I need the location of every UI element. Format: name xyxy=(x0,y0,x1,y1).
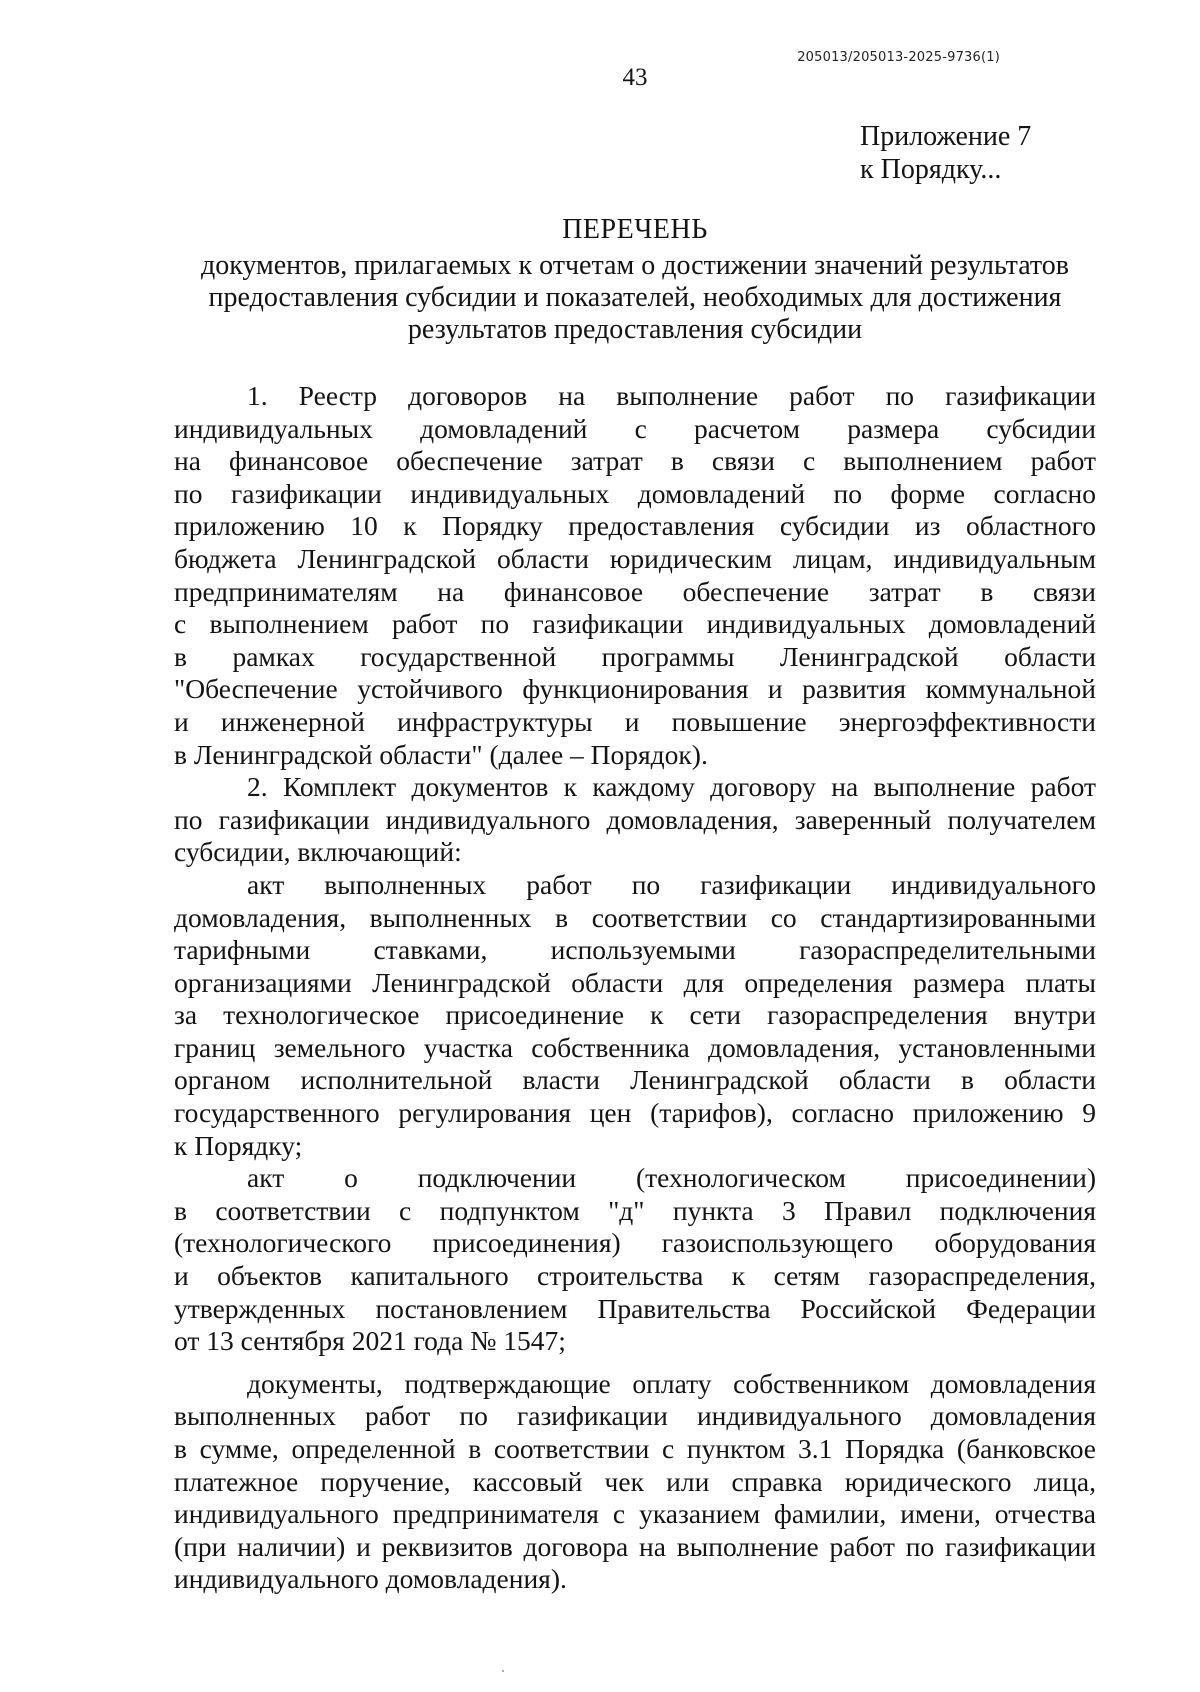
paragraph-4-connection-act xyxy=(174,1162,1096,1358)
subtitle-line: результатов предоставления субсидии xyxy=(407,314,863,345)
text-line: государственного регулирования цен (тарифов), согласно приложению 9 xyxy=(174,1097,1096,1129)
text-line: к Порядку; xyxy=(174,1129,303,1161)
paragraph-5-payment-documents xyxy=(174,1368,1096,1596)
text-line: "Обеспечение устойчивого функционирования и развития коммунальной xyxy=(174,673,1096,705)
text-line: документы, подтверждающие оплату собственником домовладения xyxy=(247,1367,1096,1399)
text-line: по газификации индивидуального домовладения, заверенный получателем xyxy=(174,803,1096,835)
text-line: домовладения, выполненных в соответствии со стандартизированными xyxy=(174,901,1096,933)
document-title: ПЕРЕЧЕНЬ xyxy=(562,214,708,245)
text-line: платежное поручение, кассовый чек или справка юридического лица, xyxy=(174,1465,1096,1497)
text-line: индивидуального домовладения). xyxy=(174,1563,567,1595)
text-line: приложению 10 к Порядку предоставления субсидии из областного xyxy=(174,510,1096,542)
text-line: по газификации индивидуальных домовладений по форме согласно xyxy=(174,477,1096,509)
scan-artifact-dot xyxy=(502,1670,504,1672)
text-line: и инженерной инфраструктуры и повышение энергоэффективности xyxy=(174,705,1096,737)
paragraph-2-document-set xyxy=(174,771,1096,869)
subtitle-line: предоставления субсидии и показателей, необходимых для достижения xyxy=(208,282,1062,313)
appendix-line-1: Приложение 7 xyxy=(860,121,1032,152)
text-line: индивидуального предпринимателя с указанием фамилии, имени, отчества xyxy=(174,1498,1096,1530)
text-line: (технологического присоединения) газоиспользующего оборудования xyxy=(174,1227,1096,1259)
text-line: на финансовое обеспечение затрат в связи с выполнением работ xyxy=(174,445,1096,477)
text-line: субсидии, включающий: xyxy=(174,836,462,868)
text-line: от 13 сентября 2021 года № 1547; xyxy=(174,1325,566,1357)
text-line: (при наличии) и реквизитов договора на выполнение работ по газификации xyxy=(174,1530,1096,1562)
subtitle-line: документов, прилагаемых к отчетам о достижении значений результатов xyxy=(200,250,1070,281)
document-registration-number: 205013/205013-2025-9736(1) xyxy=(797,50,1000,65)
text-line: выполненных работ по газификации индивидуального домовладения xyxy=(174,1400,1096,1432)
text-line: и объектов капитального строительства к сетям газораспределения, xyxy=(174,1260,1096,1292)
text-line: акт выполненных работ по газификации индивидуального xyxy=(247,868,1096,900)
text-line: органом исполнительной власти Ленинградской области в области xyxy=(174,1064,1096,1096)
page-number: 43 xyxy=(622,64,648,91)
text-line: границ земельного участка собственника домовладения, установленными xyxy=(174,1031,1096,1063)
text-line: утвержденных постановлением Правительства Российской Федерации xyxy=(174,1292,1096,1324)
document-body xyxy=(174,380,1096,1596)
text-line: за технологическое присоединение к сети газораспределения внутри xyxy=(174,999,1096,1031)
text-line: с выполнением работ по газификации индивидуальных домовладений xyxy=(174,608,1096,640)
document-subtitle xyxy=(170,250,1100,346)
text-line: в сумме, определенной в соответствии с пунктом 3.1 Порядка (банковское xyxy=(174,1433,1096,1464)
text-line: в соответствии с подпунктом "д" пункта 3 Правил подключения xyxy=(174,1194,1096,1226)
paragraph-3-acceptance-act xyxy=(174,869,1096,1162)
text-line: в рамках государственной программы Ленинградской области xyxy=(174,640,1096,672)
appendix-line-2: к Порядку... xyxy=(860,154,1002,185)
text-line: бюджета Ленинградской области юридическим лицам, индивидуальным xyxy=(174,542,1096,574)
text-line: организациями Ленинградской области для определения размера платы xyxy=(174,966,1096,998)
text-line: 1. Реестр договоров на выполнение работ по газификации xyxy=(247,380,1096,411)
text-line: в Ленинградской области" (далее – Порядок). xyxy=(174,738,708,770)
appendix-reference xyxy=(860,120,1031,186)
text-line: предпринимателям на финансовое обеспечение затрат в связи xyxy=(174,575,1096,607)
text-line: тарифными ставками, используемыми газораспределительными xyxy=(174,934,1096,966)
paragraph-1-registry xyxy=(174,380,1096,771)
text-line: 2. Комплект документов к каждому договору на выполнение работ xyxy=(247,771,1096,803)
text-line: акт о подключении (технологическом присоединении) xyxy=(247,1162,1096,1194)
text-line: индивидуальных домовладений с расчетом размера субсидии xyxy=(174,412,1096,444)
